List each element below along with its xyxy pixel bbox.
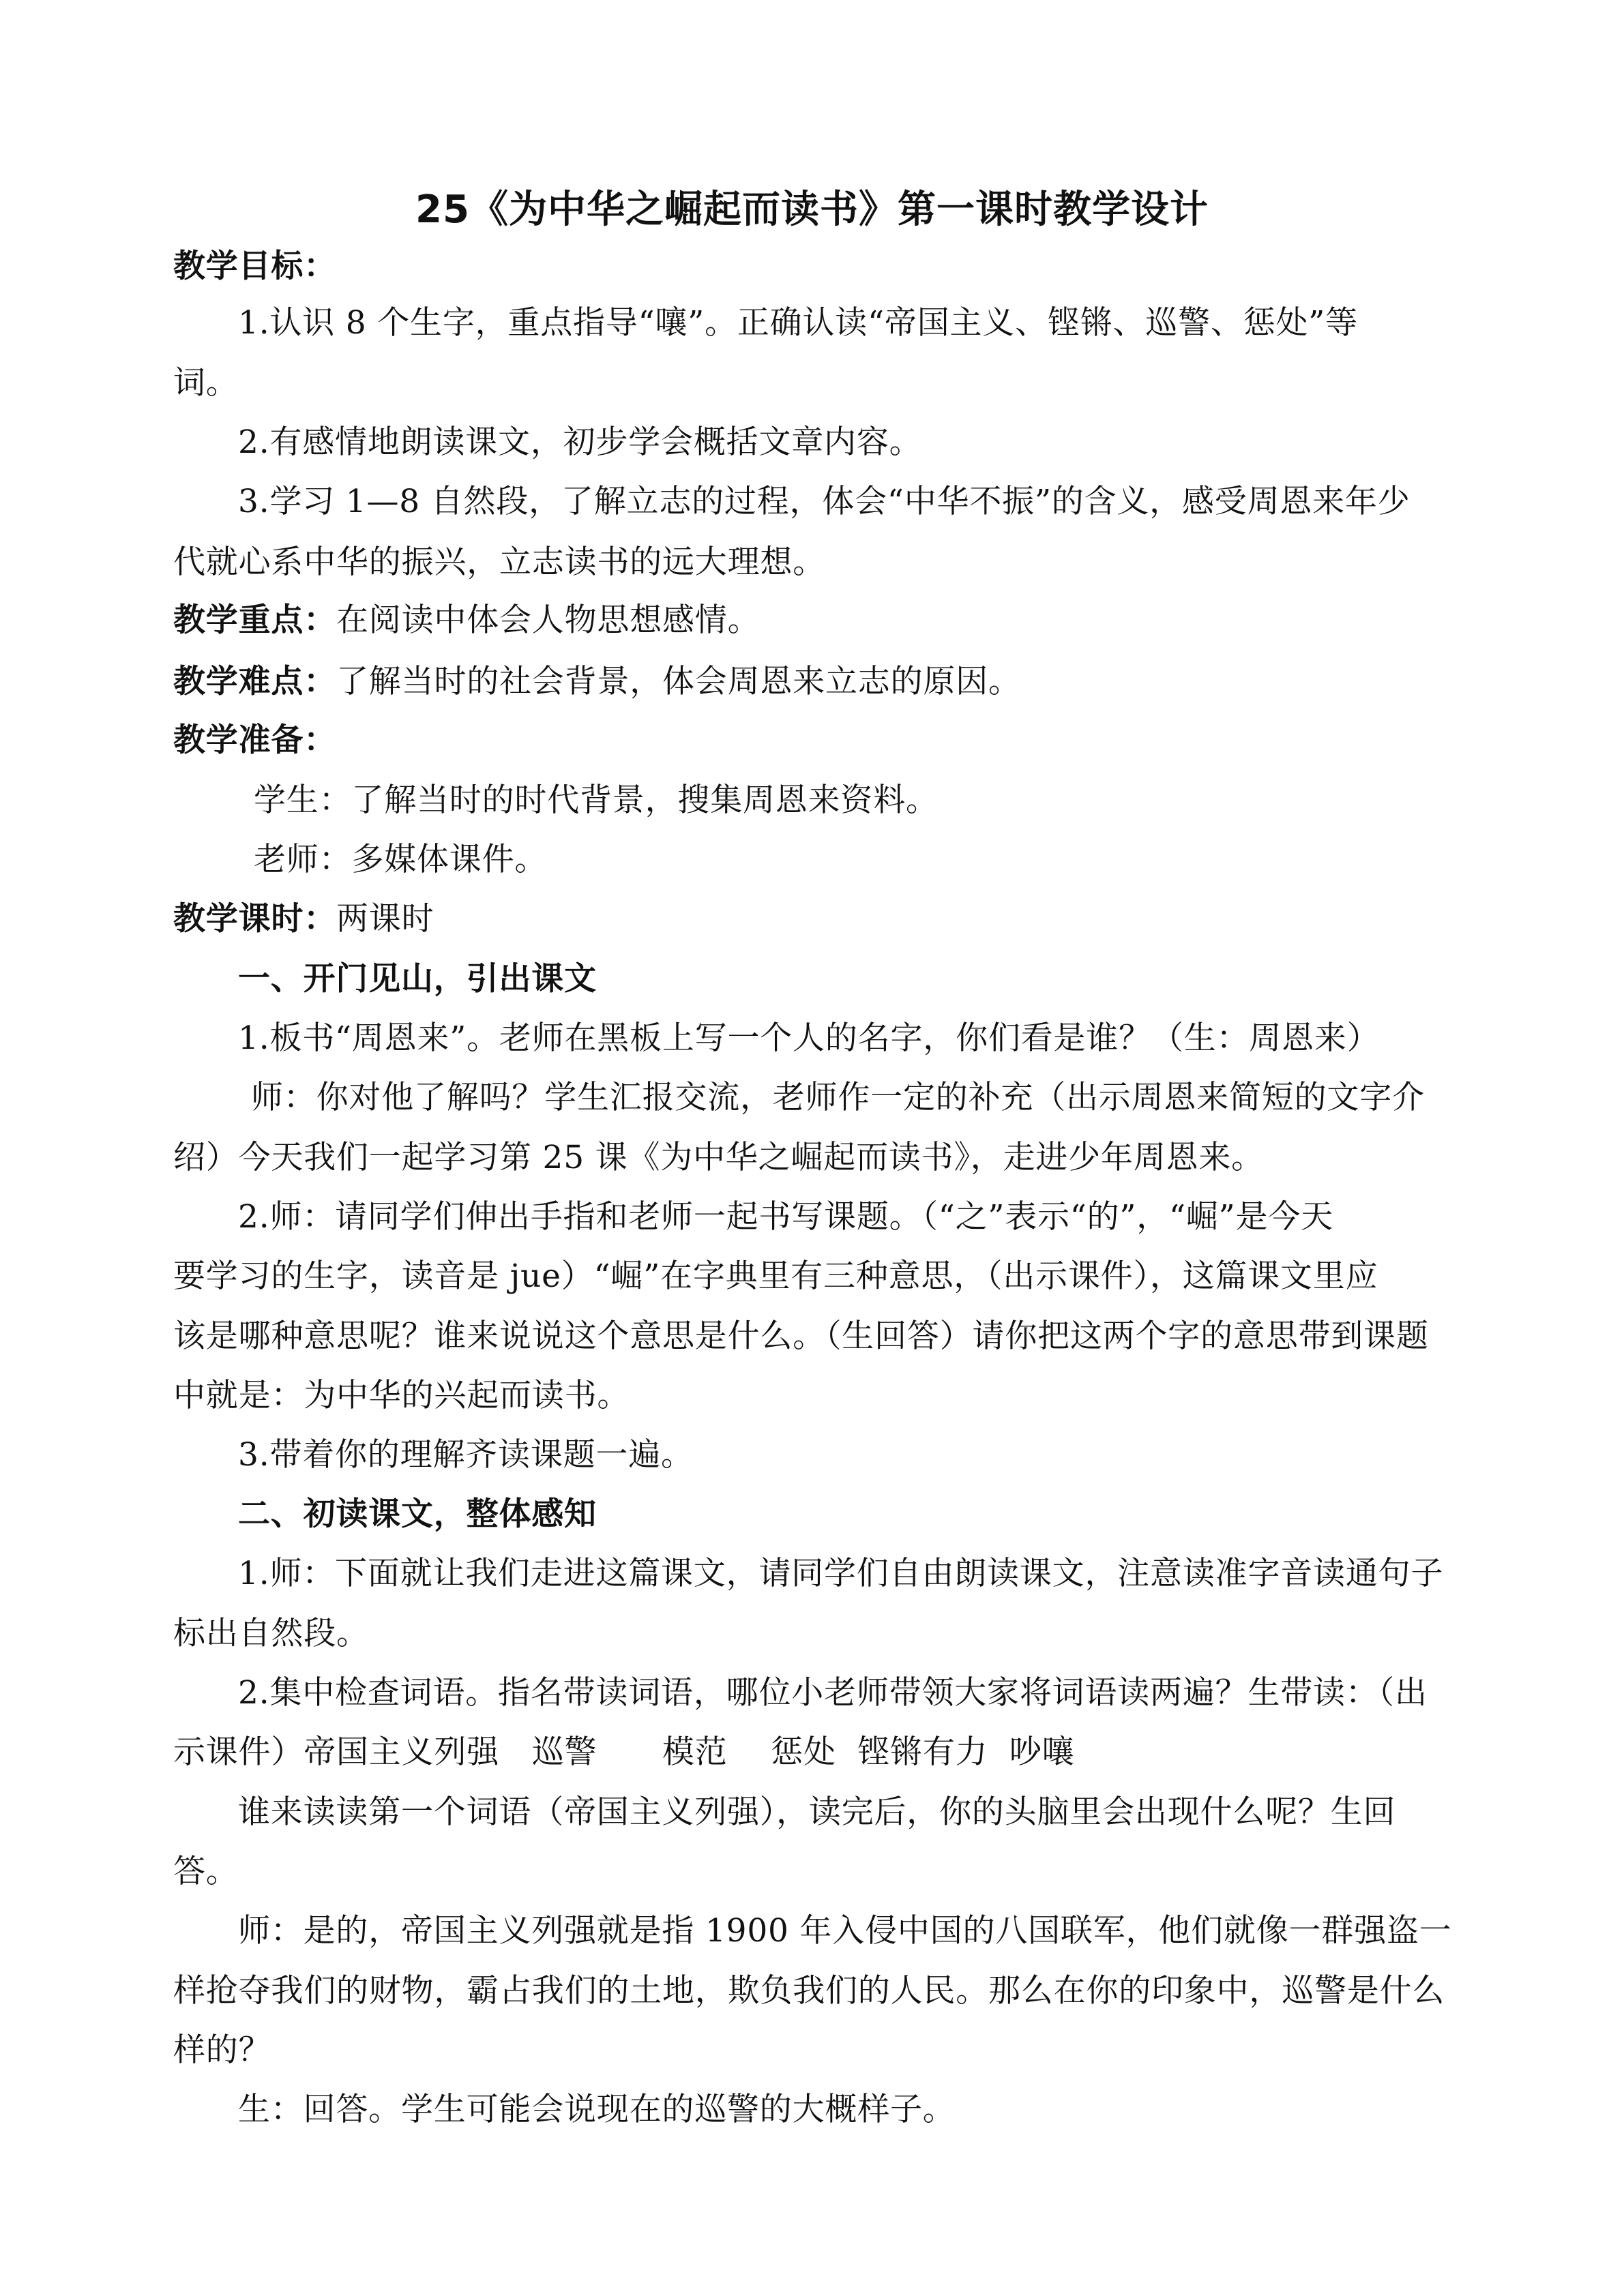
section-2-paragraph-4-line-2: 样抢夺我们的财物，霸占我们的土地，欺负我们的人民。那么在你的印象中，巡警是什么 bbox=[173, 1972, 1445, 2010]
periods-text: 两课时 bbox=[336, 900, 434, 938]
section-2-paragraph-2-line-1: 2.集中检查词语。指名带读词语，哪位小老师带领大家将词语读两遍？生带读：（出 bbox=[238, 1674, 1428, 1712]
section-1-paragraph-2-line-1: 师：你对他了解吗？学生汇报交流，老师作一定的补充（出示周恩来简短的文字介 bbox=[251, 1079, 1425, 1116]
section-1-paragraph-3-line-4: 中就是：为中华的兴起而读书。 bbox=[173, 1377, 630, 1414]
section-2-heading: 二、初读课文，整体感知 bbox=[238, 1495, 597, 1533]
difficulty bbox=[173, 663, 1021, 700]
key-point-text: 在阅读中体会人物思想感情。 bbox=[336, 601, 761, 639]
section-2-paragraph-1-line-2: 标出自然段。 bbox=[173, 1615, 369, 1652]
section-1-paragraph-1: 1.板书“周恩来”。老师在黑板上写一个人的名字，你们看是谁？（生：周恩来） bbox=[238, 1019, 1380, 1057]
section-1-paragraph-4: 3.带着你的理解齐读课题一遍。 bbox=[238, 1436, 694, 1474]
section-2-paragraph-3-line-2: 答。 bbox=[173, 1853, 239, 1890]
difficulty-label: 教学难点： bbox=[173, 663, 336, 700]
periods bbox=[173, 900, 434, 938]
difficulty-text: 了解当时的社会背景，体会周恩来立志的原因。 bbox=[336, 663, 1021, 700]
section-2-paragraph-1-line-1: 1.师：下面就让我们走进这篇课文，请同学们自由朗读课文，注意读准字音读通句子 bbox=[238, 1555, 1444, 1592]
preparation-student: 学生：了解当时的时代背景，搜集周恩来资料。 bbox=[254, 781, 939, 819]
section-1-paragraph-3-line-3: 该是哪种意思呢？谁来说说这个意思是什么。（生回答）请你把这两个字的意思带到课题 bbox=[173, 1317, 1429, 1355]
section-2-paragraph-5: 生：回答。学生可能会说现在的巡警的大概样子。 bbox=[238, 2091, 956, 2128]
section-1-heading: 一、开门见山，引出课文 bbox=[238, 960, 597, 998]
objective-1-line-2: 词。 bbox=[173, 364, 239, 402]
objective-3-line-1: 3.学习 1—8 自然段，了解立志的过程，体会“中华不振”的含义，感受周恩来年少 bbox=[238, 483, 1411, 520]
objective-2: 2.有感情地朗读课文，初步学会概括文章内容。 bbox=[238, 423, 922, 461]
section-2-paragraph-2-line-2: 示课件）帝国主义列强 巡警 模范 惩处 铿锵有力 吵嚷 bbox=[173, 1733, 1075, 1771]
section-1-paragraph-3-line-1: 2.师：请同学们伸出手指和老师一起书写课题。（“之”表示“的”，“崛”是今天 bbox=[238, 1198, 1333, 1236]
section-2-paragraph-4-line-1: 师：是的，帝国主义列强就是指 1900 年入侵中国的八国联军，他们就像一群强盗一 bbox=[238, 1912, 1452, 1950]
section-1-paragraph-2-line-2: 绍）今天我们一起学习第 25 课《为中华之崛起而读书》，走进少年周恩来。 bbox=[173, 1139, 1264, 1176]
section-1-paragraph-3-line-2: 要学习的生字，读音是 jue）“崛”在字典里有三种意思，（出示课件），这篇课文里应 bbox=[173, 1257, 1378, 1295]
key-point bbox=[173, 601, 761, 639]
page-title: 25《为中华之崛起而读书》第一课时教学设计 bbox=[415, 188, 1209, 232]
objective-1-line-1: 1.认识 8 个生字，重点指导“嚷”。正确认读“帝国主义、铿锵、巡警、惩处”等 bbox=[238, 304, 1358, 342]
section-2-paragraph-4-line-3: 样的？ bbox=[173, 2031, 271, 2069]
periods-label: 教学课时： bbox=[173, 900, 336, 938]
objectives-label: 教学目标： bbox=[173, 248, 336, 285]
preparation-teacher: 老师：多媒体课件。 bbox=[254, 841, 548, 878]
objective-3-line-2: 代就心系中华的振兴，立志读书的远大理想。 bbox=[173, 543, 825, 581]
section-2-paragraph-3-line-1: 谁来读读第一个词语（帝国主义列强），读完后，你的头脑里会出现什么呢？生回 bbox=[238, 1793, 1396, 1831]
preparation-label: 教学准备： bbox=[173, 721, 336, 759]
key-point-label: 教学重点： bbox=[173, 601, 336, 639]
